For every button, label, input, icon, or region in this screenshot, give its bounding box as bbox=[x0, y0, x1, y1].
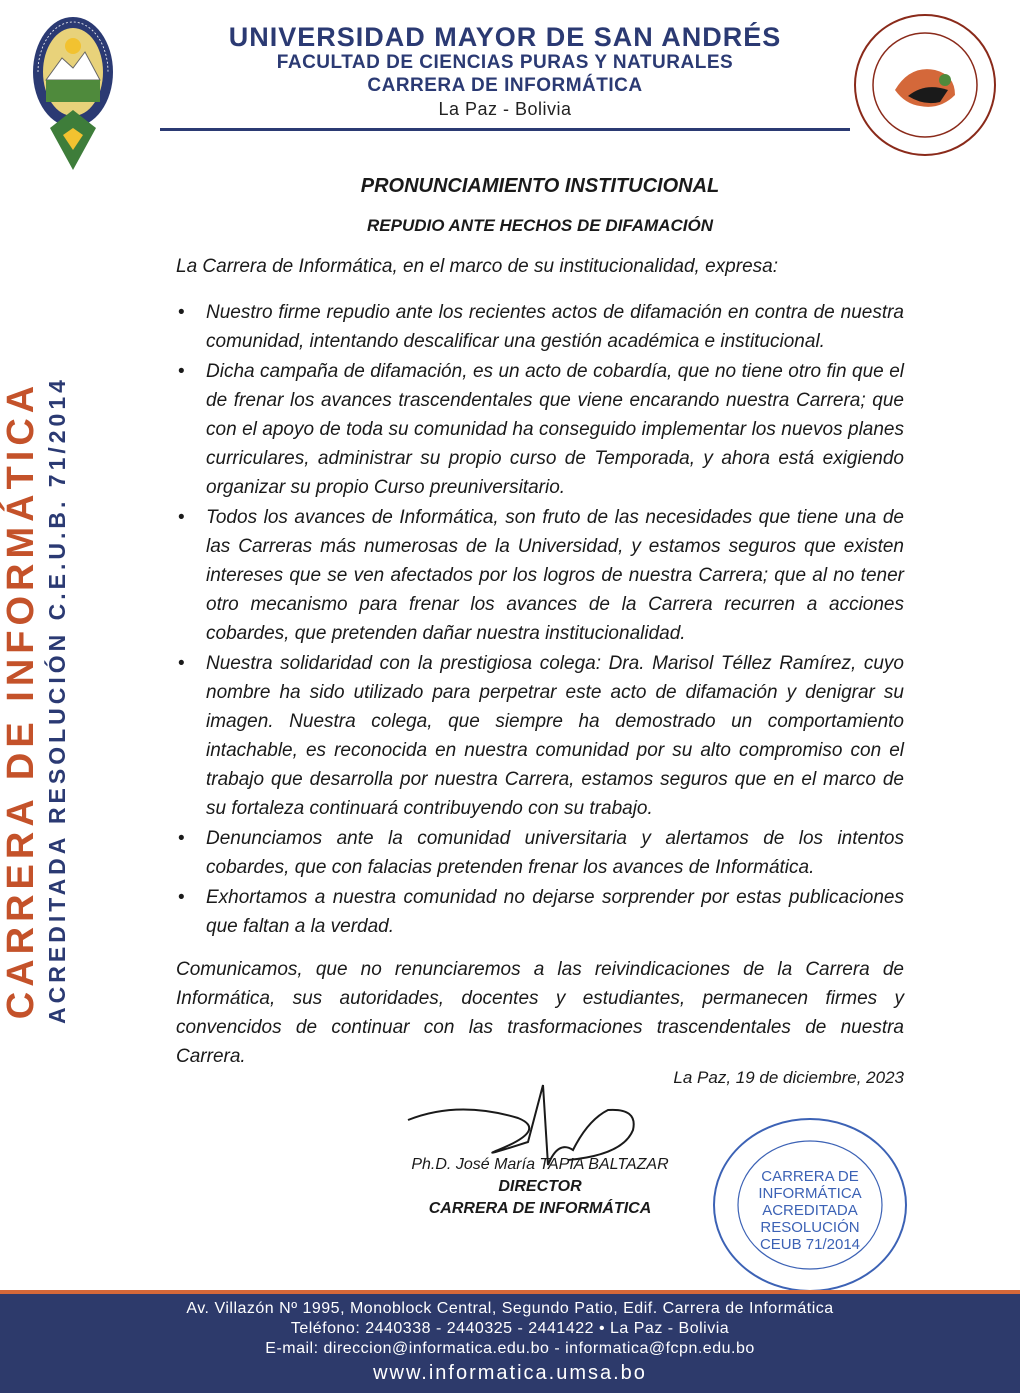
side-accreditation-banner bbox=[0, 330, 80, 1070]
header-location: La Paz - Bolivia bbox=[438, 99, 572, 119]
bullet-icon: • bbox=[178, 828, 185, 849]
signatory-name: Ph.D. José María TAPIA BALTAZAR bbox=[411, 1156, 669, 1173]
header-university: UNIVERSIDAD MAYOR DE SAN ANDRÉS bbox=[228, 22, 782, 52]
statement-list bbox=[176, 298, 904, 942]
document-title: PRONUNCIAMIENTO INSTITUCIONAL bbox=[360, 175, 720, 197]
footer-phone: Teléfono: 2440338 - 2440325 - 2441422 • La Paz - Bolivia bbox=[290, 1320, 730, 1337]
list-item: • Nuestra solidaridad con la prestigiosa colega: Dra. Marisol Téllez Ramírez, cuyo nombre ha sido utilizado para perpetrar este acto de difamación y denigrar su imagen. Nuestra colega, que siempre ha demostrado un comportamiento intachable, es reconocida en nuestra comunidad por su alto compromiso con el trabajo que desarrolla por nuestra Carrera, estamos seguros que en el marco de su fortaleza continuará contribuyendo con su trabajo. bbox=[176, 649, 904, 823]
bullet-icon: • bbox=[178, 887, 185, 908]
career-seal-logo bbox=[850, 10, 1000, 160]
signatory-organization: CARRERA DE INFORMÁTICA bbox=[428, 1200, 652, 1217]
list-item: • Denunciamos ante la comunidad universitaria y alertamos de los intentos cobardes, que con falacias pretenden frenar los avances de Informática. bbox=[176, 824, 904, 882]
university-crest-logo bbox=[30, 10, 116, 170]
bullet-icon: • bbox=[178, 653, 185, 674]
footer-website: www.informatica.umsa.bo bbox=[373, 1362, 647, 1384]
bullet-icon: • bbox=[178, 507, 185, 528]
footer-address: Av. Villazón Nº 1995, Monoblock Central, Segundo Patio, Edif. Carrera de Informática bbox=[186, 1300, 834, 1317]
side-accreditation-text: ACREDITADA RESOLUCIÓN C.E.U.B. 71/2014 bbox=[44, 376, 70, 1024]
stamp-text: CARRERA DE INFORMÁTICA ACREDITADA RESOLUCIÓN CEUB 71/2014 bbox=[758, 1168, 862, 1253]
header-career: CARRERA DE INFORMÁTICA bbox=[367, 75, 643, 96]
document-closing: Comunicamos, que no renunciaremos a las reivindicaciones de la Carrera de Informática, sus autoridades, docentes y estudiantes, permanecen firmes y convencidos de continuar con las trasformaciones trascendentales de nuestra Carrera. bbox=[176, 959, 904, 1067]
bullet-icon: • bbox=[178, 302, 185, 323]
list-item: • Todos los avances de Informática, son fruto de las necesidades que tiene una de las Carreras más numerosas de la Universidad, y estamos seguros que existen intereses que se ven afectados por los logros de nuestra Carrera; que al no tener otro mecanismo para frenar los avances de la Carrera recurren a acciones cobardes, que pretenden dañar nuestra institucionalidad. bbox=[176, 503, 904, 648]
footer-email: E-mail: direccion@informatica.edu.bo - informatica@fcpn.edu.bo bbox=[265, 1340, 755, 1357]
document-intro: La Carrera de Informática, en el marco de su institucionalidad, expresa: bbox=[176, 256, 778, 277]
list-item: • Exhortamos a nuestra comunidad no dejarse sorprender por estas publicaciones que faltan a la verdad. bbox=[176, 883, 904, 941]
document-date: La Paz, 19 de diciembre, 2023 bbox=[673, 1068, 904, 1087]
bullet-icon: • bbox=[178, 361, 185, 382]
header-divider bbox=[160, 128, 850, 131]
list-item: • Nuestro firme repudio ante los recientes actos de difamación en contra de nuestra comunidad, intentando descalificar una gestión académica e institucional. bbox=[176, 298, 904, 356]
document-subtitle: REPUDIO ANTE HECHOS DE DIFAMACIÓN bbox=[366, 216, 713, 235]
list-item: • Dicha campaña de difamación, es un acto de cobardía, que no tiene otro fin que el de frenar los avances trascendentales que viene encarando nuestra Carrera; que con el apoyo de toda su comunidad ha conseguido implementar los nuevos planes curriculares, administrar su propio curso de Temporada, y ahora está exigiendo organizar su propio Curso preuniversitario. bbox=[176, 357, 904, 502]
signatory-role: DIRECTOR bbox=[498, 1178, 582, 1195]
side-career-title: CARRERA DE INFORMÁTICA bbox=[0, 380, 42, 1020]
header-faculty: FACULTAD DE CIENCIAS PURAS Y NATURALES bbox=[276, 52, 734, 73]
